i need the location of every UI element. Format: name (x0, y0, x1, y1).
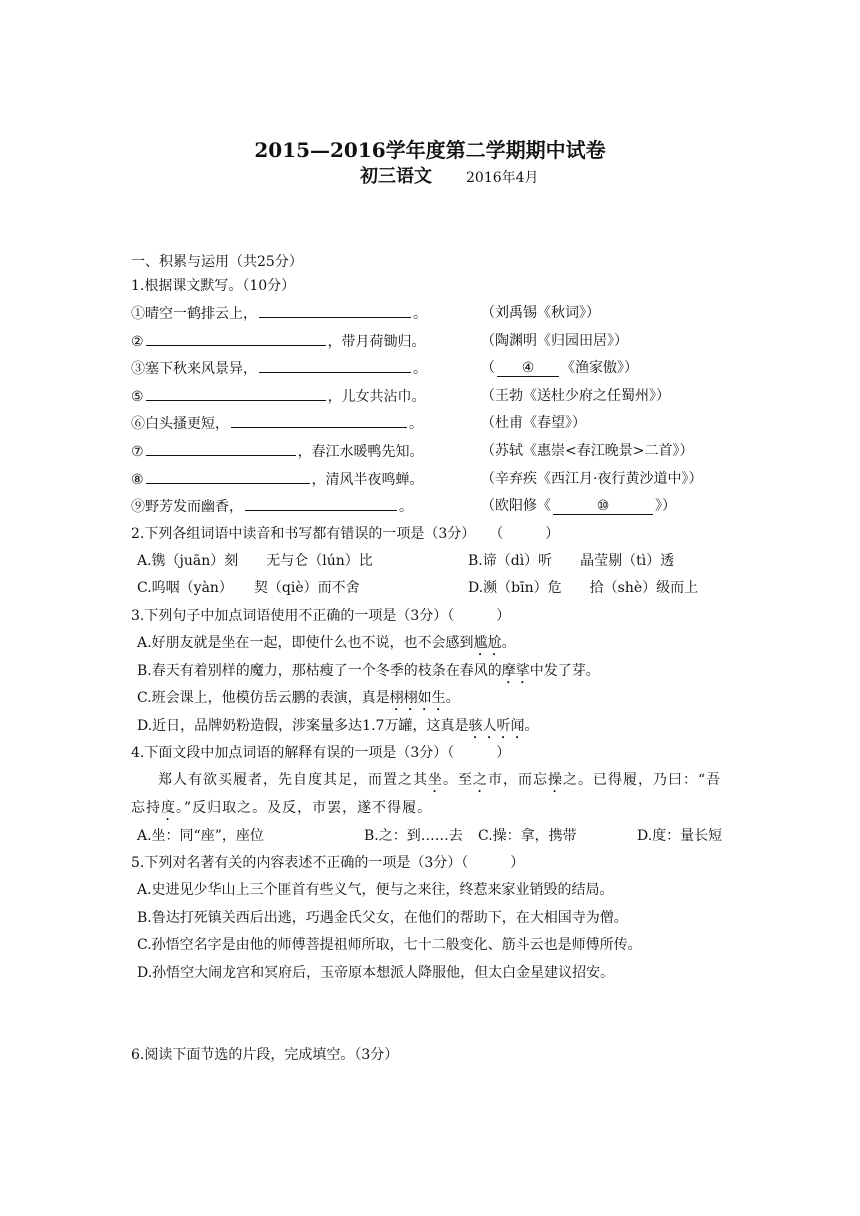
exam-date: 2016年4月 (466, 170, 539, 186)
q6-stem: 6.阅读下面节选的片段，完成填空。（3分） (131, 1047, 399, 1063)
q2-option-b[interactable]: B.谛（dì）听 晶莹剔（tì）透 (468, 553, 675, 569)
q1-line-6: ⑥白头搔更短， 。 (131, 413, 423, 434)
q5-option-a[interactable]: A.史进见少华山上三个匪首有些义气，便与之来往，终惹来家业销毁的结局。 (137, 882, 614, 898)
q4-passage-line-2: 忘持度。”反归取之。及反，市罢，遂不得履。 (131, 800, 433, 816)
q2-option-d[interactable]: D.濒（bīn）危 拾（shè）级而上 (468, 580, 699, 596)
q1-source-8: （辛弃疾《西江月·夜行黄沙道中》） (481, 471, 703, 487)
q2-stem: 2.下列各组词语中读音和书写都有错误的一项是（3分） （ ） (131, 526, 560, 542)
q3-option-b[interactable]: B.春天有着别样的魔力，那枯瘦了一个冬季的枝条在春风的摩挲中发了芽。 (137, 663, 600, 679)
q4-passage-line-1: 郑人有欲买履者，先自度其足，而置之其坐。至之市，而忘操之。已得履，乃曰：“吾 (158, 772, 722, 788)
answer-blank-10[interactable]: ⑩ (553, 496, 653, 515)
q5-option-c[interactable]: C.孙悟空名字是由他的师傅菩提祖师所取，七十二般变化、筋斗云也是师傅所传。 (137, 937, 642, 953)
q4-option-a[interactable]: A.坐：同“座”，座位 (137, 828, 264, 844)
exam-title: 2015—2016学年度第二学期期中试卷 (254, 138, 606, 162)
q1-source-2: （陶渊明《归园田居》） (481, 333, 628, 349)
q1-line-3: ③塞下秋来风景异， 。 (131, 358, 427, 379)
subject-label: 初三语文 (360, 166, 432, 187)
q1-source-1: （刘禹锡《秋词》） (481, 305, 600, 321)
q1-source-3: （ ④ 《渔家傲》） (481, 360, 638, 376)
answer-blank[interactable] (245, 496, 397, 511)
q3-option-d[interactable]: D.近日，品牌奶粉造假，涉案量多达1.7万罐，这真是骇人听闻。 (137, 718, 539, 734)
answer-blank[interactable] (146, 441, 296, 456)
answer-blank[interactable] (259, 358, 411, 373)
q5-option-b[interactable]: B.鲁达打死镇关西后出逃，巧遇金氏父女，在他们的帮助下，在大相国寺为僧。 (137, 910, 628, 926)
q1-line-9: ⑨野芳发而幽香， 。 (131, 496, 413, 517)
exam-subtitle (360, 162, 660, 188)
q3-option-a[interactable]: A.好朋友就是坐在一起，即使什么也不说，也不会感到尴尬。 (137, 635, 516, 651)
q1-line-1: ①晴空一鹤排云上， 。 (131, 303, 427, 324)
q3-option-c[interactable]: C.班会课上，他模仿岳云鹏的表演，真是栩栩如生。 (137, 690, 460, 706)
q4-option-b[interactable]: B.之：到……去 (364, 828, 463, 844)
q1-line-5: ⑤ ，儿女共沾巾。 (131, 386, 426, 407)
q5-stem: 5.下列对名著有关的内容表述不正确的一项是（3分）（ ） (131, 855, 525, 871)
q5-option-d[interactable]: D.孙悟空大闹龙宫和冥府后，玉帝原本想派人降服他，但太白金星建议招安。 (137, 965, 615, 981)
q1-line-8: ⑧ ，清风半夜鸣蝉。 (131, 469, 424, 490)
q3-stem: 3.下列句子中加点词语使用不正确的一项是（3分）（ ） (131, 608, 511, 624)
q1-line-2: ② ，带月荷锄归。 (131, 331, 426, 352)
section-heading: 一、积累与运用（共25分） (131, 254, 303, 270)
q4-option-d[interactable]: D.度：量长短 (637, 828, 723, 844)
q2-option-c[interactable]: C.呜咽（yàn） 契（qiè）而不舍 (137, 580, 360, 596)
q2-option-a[interactable]: A.镌（juān）刻 无与仑（lún）比 (137, 553, 373, 569)
q1-stem: 1.根据课文默写。（10分） (131, 278, 296, 294)
q1-source-7: （苏轼《惠崇<春江晚景>二首》） (481, 443, 694, 459)
q1-source-9: （欧阳修《 ⑩ 》） (481, 498, 676, 514)
q4-option-c[interactable]: C.操：拿，携带 (478, 828, 577, 844)
answer-blank-4[interactable]: ④ (497, 358, 559, 377)
answer-blank[interactable] (146, 331, 326, 346)
q1-source-6: （杜甫《春望》） (481, 415, 586, 431)
q1-source-5: （王勃《送杜少府之任蜀州》） (481, 388, 670, 404)
answer-blank[interactable] (259, 303, 411, 318)
answer-blank[interactable] (231, 413, 407, 428)
q1-line-7: ⑦ ，春江水暖鸭先知。 (131, 441, 424, 462)
q4-stem: 4.下面文段中加点词语的解释有误的一项是（3分）（ ） (131, 745, 511, 761)
answer-blank[interactable] (146, 386, 326, 401)
answer-blank[interactable] (146, 469, 310, 484)
